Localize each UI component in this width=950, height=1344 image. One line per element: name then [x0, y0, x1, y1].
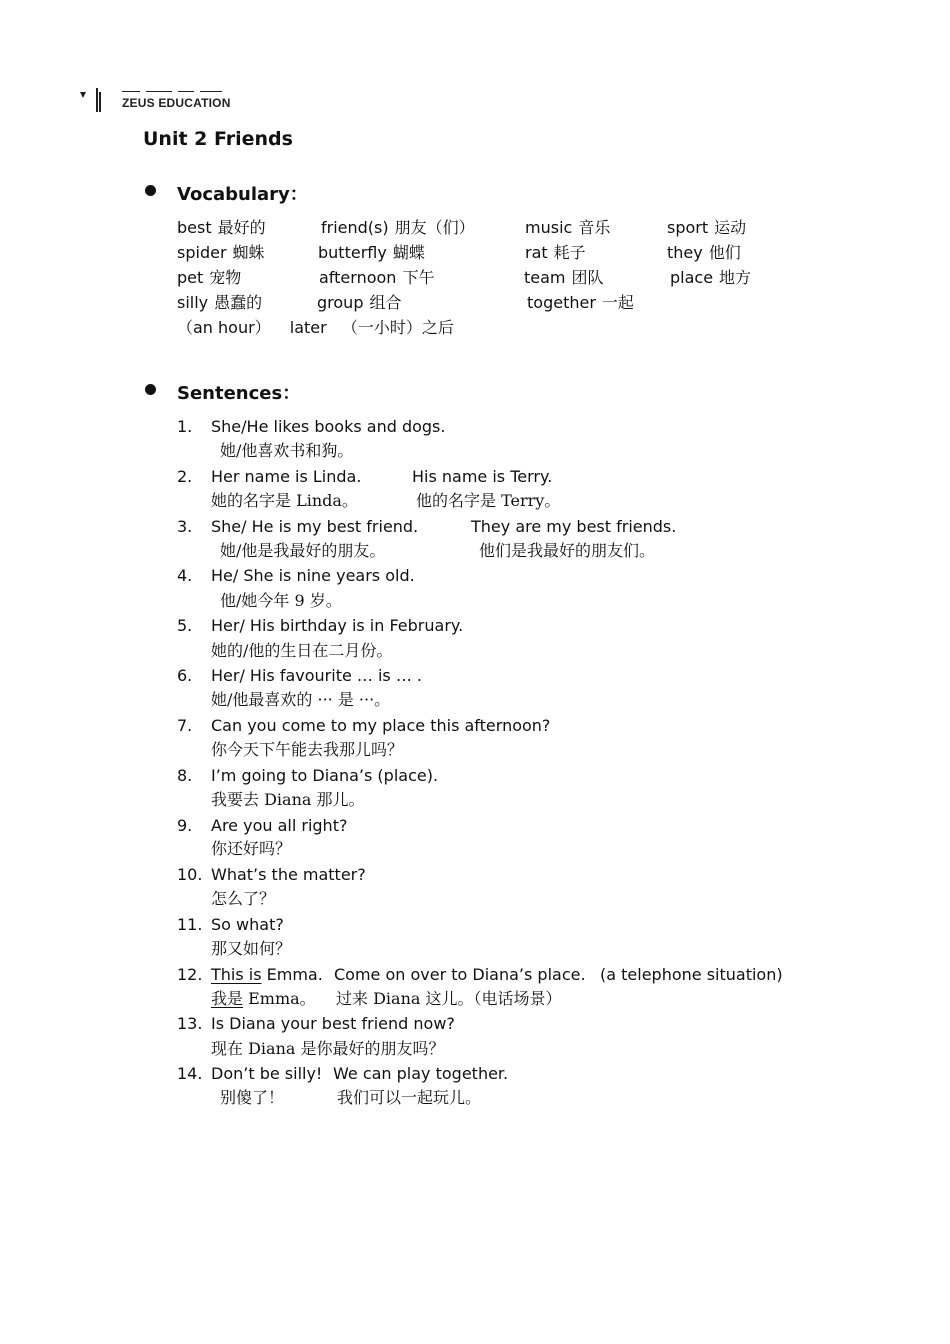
vocab-zh: 耗子	[553, 243, 586, 262]
vocab-zh: 团队	[571, 268, 604, 287]
sentence-zh-secondary: 他的名字是 Terry。	[416, 491, 561, 510]
vocab-last-line	[177, 318, 454, 338]
vocab-en: they	[667, 243, 703, 262]
vocab-en: pet	[177, 268, 204, 287]
vocab-en: group	[317, 293, 364, 312]
vocab-zh: 宠物	[209, 268, 242, 287]
sentence-zh: 我要去 Diana 那儿。	[211, 790, 365, 809]
vocab-en: together	[527, 293, 596, 312]
sentence-zh-rest: Emma。	[243, 989, 316, 1008]
sentence-en-rest: Emma.	[261, 965, 323, 984]
vocab-prefix: （an hour）	[177, 318, 271, 337]
vocab-item	[667, 243, 741, 263]
bullet-icon	[145, 185, 156, 196]
sentence-en: She/ He is my best friend.	[211, 517, 419, 536]
sentence-number: 13.	[177, 1014, 203, 1033]
underlined-phrase: This is	[211, 965, 262, 984]
vocab-zh: 下午	[402, 268, 435, 287]
sentence-number: 7.	[177, 716, 193, 735]
sentence-zh: 她的名字是 Linda。	[211, 491, 358, 510]
vocab-zh: 地方	[719, 268, 752, 287]
sentence-en: Can you come to my place this afternoon?	[211, 716, 551, 735]
vocab-item	[524, 268, 604, 288]
sentence-en	[211, 965, 323, 985]
sentence-en: Don’t be silly!	[211, 1064, 323, 1083]
vocab-zh: （一小时）之后	[341, 318, 454, 337]
sentence-zh: 怎么了？	[211, 889, 276, 908]
sentence-en: Her name is Linda.	[211, 467, 362, 486]
vocabulary-heading-text: Vocabulary：	[177, 184, 308, 205]
vocab-zh: 他们	[708, 243, 741, 262]
sentence-number: 2.	[177, 467, 193, 486]
vocab-zh: 蜘蛛	[232, 243, 265, 262]
sentence-zh-secondary: 他们是我最好的朋友们。	[479, 541, 656, 560]
sentence-zh: 她/他是我最好的朋友。	[220, 541, 386, 560]
sentence-number: 10.	[177, 865, 203, 884]
sentence-zh-secondary: 我们可以一起玩儿。	[337, 1088, 482, 1107]
vocab-zh: 一起	[601, 293, 634, 312]
vocab-item	[527, 293, 634, 313]
sentence-en: Is Diana your best friend now?	[211, 1014, 455, 1033]
vocab-en: afternoon	[319, 268, 397, 287]
vocab-en: sport	[667, 218, 709, 237]
sentence-en: So what?	[211, 915, 284, 934]
bullet-icon	[145, 384, 156, 395]
vocab-en: friend(s)	[321, 218, 389, 237]
sentence-zh: 她/他喜欢书和狗。	[220, 441, 354, 460]
sentence-zh: 那又如何？	[211, 939, 292, 958]
vocab-zh: 朋友（们）	[394, 218, 475, 237]
logo-mark-icon	[78, 86, 102, 112]
sentence-number: 8.	[177, 766, 193, 785]
vocab-zh: 最好的	[217, 218, 266, 237]
vocab-zh: 组合	[369, 293, 402, 312]
vocab-zh: 音乐	[578, 218, 611, 237]
vocab-item	[177, 218, 266, 238]
vocab-item	[525, 218, 610, 238]
vocab-en: silly	[177, 293, 209, 312]
sentence-number: 5.	[177, 616, 193, 635]
sentence-en: What’s the matter?	[211, 865, 366, 884]
vocab-item	[319, 268, 434, 288]
vocab-en: spider	[177, 243, 227, 262]
sentence-en: Are you all right?	[211, 816, 348, 835]
sentence-en-secondary: They are my best friends.	[471, 517, 677, 536]
vocab-en: rat	[525, 243, 548, 262]
vocab-item	[318, 243, 425, 263]
sentence-en: I’m going to Diana’s (place).	[211, 766, 439, 785]
page-title: Unit 2 Friends	[143, 128, 293, 150]
sentence-en: He/ She is nine years old.	[211, 566, 415, 585]
sentence-number: 4.	[177, 566, 193, 585]
sentence-zh: 她/他最喜欢的 ··· 是 ···。	[211, 690, 391, 709]
vocab-item	[317, 293, 401, 313]
sentence-number: 11.	[177, 915, 203, 934]
vocab-item	[177, 293, 262, 313]
sentence-number: 9.	[177, 816, 193, 835]
vocab-item	[525, 243, 586, 263]
sentence-zh: 你今天下午能去我那儿吗？	[211, 740, 404, 759]
vocab-item	[177, 243, 265, 263]
sentence-en-secondary: Come on over to Diana’s place.	[334, 965, 586, 984]
sentence-en: She/He likes books and dogs.	[211, 417, 446, 436]
vocab-item	[670, 268, 751, 288]
underlined-phrase: 我是	[211, 989, 244, 1008]
sentence-zh: 你还好吗？	[211, 839, 292, 858]
sentence-note: (a telephone situation)	[600, 965, 783, 984]
sentence-zh-secondary: 过来 Diana 这儿。（电话场景）	[336, 989, 562, 1008]
vocab-zh: 蝴蝶	[392, 243, 425, 262]
sentence-en-secondary: We can play together.	[333, 1064, 509, 1083]
vocab-zh: 愚蠢的	[214, 293, 263, 312]
sentences-heading-text: Sentences：	[177, 383, 301, 404]
sentence-number: 14.	[177, 1064, 203, 1083]
sentence-zh: 他/她今年 9 岁。	[220, 591, 342, 610]
vocab-en: music	[525, 218, 573, 237]
vocab-item	[667, 218, 746, 238]
sentence-en: Her/ His birthday is in February.	[211, 616, 464, 635]
sentence-number: 6.	[177, 666, 193, 685]
sentence-zh: 别傻了！	[220, 1088, 285, 1107]
vocab-en: later	[289, 318, 327, 337]
sentence-number: 1.	[177, 417, 193, 436]
sentence-en: Her/ His favourite … is … .	[211, 666, 423, 685]
logo-text: ZEUS EDUCATION	[122, 96, 231, 110]
vocab-zh: 运动	[714, 218, 747, 237]
vocab-en: place	[670, 268, 714, 287]
sentence-number: 3.	[177, 517, 193, 536]
vocab-en: butterfly	[318, 243, 387, 262]
vocab-item	[321, 218, 475, 238]
sentence-zh	[211, 989, 316, 1009]
sentence-zh: 她的/他的生日在二月份。	[211, 641, 393, 660]
sentence-number: 12.	[177, 965, 203, 984]
zeus-education-logo	[78, 84, 258, 114]
logo-top-strip	[122, 84, 242, 92]
vocab-item	[177, 268, 241, 288]
sentence-en-secondary: His name is Terry.	[412, 467, 553, 486]
vocab-en: best	[177, 218, 212, 237]
sentence-zh: 现在 Diana 是你最好的朋友吗？	[211, 1039, 445, 1058]
vocab-en: team	[524, 268, 566, 287]
